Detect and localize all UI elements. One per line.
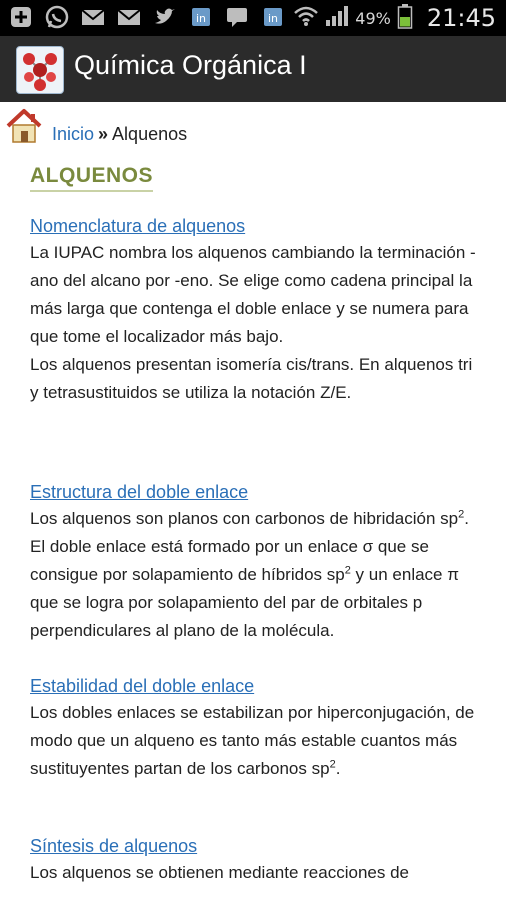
section-body: Los dobles enlaces se estabilizan por hiperconjugación, de modo que un alqueno es tanto más estable cuantos más sustituyentes partan de los carbonos $sp^2$.	[30, 703, 475, 778]
molecule-app-icon[interactable]	[16, 46, 64, 94]
breadcrumb-current: Alquenos	[112, 124, 188, 144]
clock: 21:45	[426, 4, 496, 32]
section-sintesis	[30, 836, 482, 887]
linkedin-icon	[260, 4, 286, 30]
wifi-icon	[293, 5, 319, 31]
twitter-icon	[152, 4, 178, 30]
breadcrumb-separator: »	[98, 124, 109, 144]
whatsapp-icon	[44, 4, 70, 30]
content-area	[0, 102, 506, 900]
section-estructura	[30, 482, 482, 645]
mail-icon	[80, 4, 106, 30]
section-title-link[interactable]: Síntesis de alquenos	[30, 836, 198, 856]
section-body: Los alquenos son planos con carbonos de hibridación $sp^2$. El doble enlace está formado por un enlace σ que se consigue por solapamiento de híbridos $sp^2$ y un enlace π que se logra por solapamiento del par de orbitales p perpendiculares al plano de la molécula.	[30, 508, 469, 640]
message-icon	[224, 4, 250, 30]
section-title-link[interactable]: Nomenclatura de alquenos	[30, 216, 246, 236]
section-body: Los alquenos presentan isomería cis/trans. En alquenos tri y tetrasustituidos se utiliza la notación Z/E.	[30, 355, 473, 402]
section-body: Los alquenos se obtienen mediante reacciones de	[30, 863, 409, 882]
page-title: ALQUENOS	[30, 164, 153, 192]
status-bar	[0, 0, 506, 36]
linkedin-icon	[188, 4, 214, 30]
svg-text:in: in	[267, 12, 279, 25]
app-bar	[0, 36, 506, 102]
breadcrumb	[52, 124, 187, 145]
section-title-link[interactable]: Estabilidad del doble enlace	[30, 676, 255, 696]
svg-text:in: in	[195, 12, 207, 25]
mail-icon	[116, 4, 142, 30]
section-title-link[interactable]: Estructura del doble enlace	[30, 482, 249, 502]
section-body: La IUPAC nombra los alquenos cambiando la terminación -ano del alcano por -eno. Se elige como cadena principal la más larga que contenga el doble enlace y se numera para que tome el localizador más bajo.	[30, 243, 476, 346]
battery-icon	[397, 3, 413, 33]
home-icon[interactable]	[4, 106, 44, 146]
section-estabilidad	[30, 676, 482, 783]
notification-icons	[8, 4, 286, 30]
add-icon	[8, 4, 34, 30]
breadcrumb-home-link[interactable]: Inicio	[52, 124, 95, 144]
signal-icon	[325, 5, 349, 31]
section-nomenclatura	[30, 216, 482, 407]
app-title: Química Orgánica I	[74, 50, 307, 80]
battery-percent: 49%	[355, 8, 391, 28]
